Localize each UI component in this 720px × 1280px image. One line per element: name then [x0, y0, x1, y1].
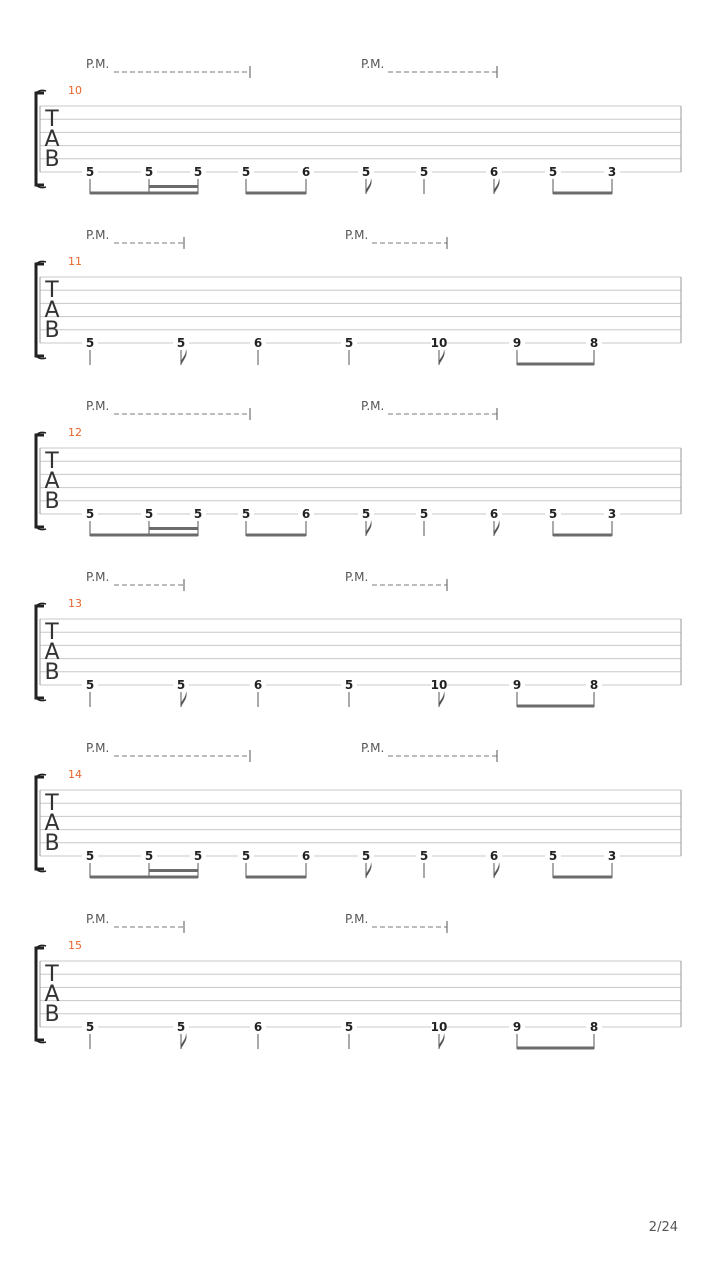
fret-number: 3: [607, 165, 617, 179]
tab-letter: A: [44, 469, 60, 494]
note-beam: [517, 705, 594, 708]
fret-number: 5: [548, 849, 558, 863]
tab-letter: T: [45, 962, 59, 987]
note-beam: [90, 876, 198, 879]
tab-system: [36, 912, 681, 1050]
fret-number: 5: [85, 1020, 95, 1034]
fret-number: 6: [489, 165, 499, 179]
note-beam: [246, 534, 306, 537]
eighth-flag: [494, 862, 500, 878]
note-beam: [246, 192, 306, 195]
fret-number: 6: [253, 336, 263, 350]
tab-letter: B: [44, 1002, 60, 1027]
measure-number: 14: [68, 768, 82, 781]
tab-letter: B: [44, 318, 60, 343]
fret-number: 8: [589, 1020, 599, 1034]
tab-letter: T: [45, 620, 59, 645]
palm-mute-label: P.M.: [361, 57, 385, 71]
fret-number: 5: [144, 849, 154, 863]
fret-number: 5: [548, 165, 558, 179]
fret-number: 5: [241, 849, 251, 863]
tab-system: [36, 741, 681, 879]
fret-number: 5: [193, 849, 203, 863]
fret-number: 5: [85, 678, 95, 692]
fret-number: 6: [253, 678, 263, 692]
tab-letter: T: [45, 278, 59, 303]
tab-letter: B: [44, 660, 60, 685]
fret-number: 6: [253, 1020, 263, 1034]
fret-number: 6: [489, 849, 499, 863]
fret-number: 5: [176, 336, 186, 350]
fret-number: 8: [589, 336, 599, 350]
fret-number: 9: [512, 678, 522, 692]
fret-number: 5: [419, 507, 429, 521]
tab-letter: B: [44, 489, 60, 514]
fret-number: 6: [301, 165, 311, 179]
fret-number: 5: [85, 849, 95, 863]
tab-letter: T: [45, 791, 59, 816]
fret-number: 9: [512, 336, 522, 350]
eighth-flag: [181, 691, 187, 707]
tab-letter: A: [44, 982, 60, 1007]
tab-letter: T: [45, 107, 59, 132]
fret-number: 6: [301, 849, 311, 863]
fret-number: 5: [85, 507, 95, 521]
fret-number: 10: [430, 678, 448, 692]
fret-number: 3: [607, 507, 617, 521]
measure-number: 15: [68, 939, 82, 952]
page-number: 2/24: [648, 1220, 678, 1235]
measure-number: 11: [68, 255, 82, 268]
fret-number: 5: [344, 336, 354, 350]
eighth-flag: [494, 178, 500, 194]
fret-number: 5: [344, 678, 354, 692]
eighth-flag: [494, 520, 500, 536]
eighth-flag: [366, 862, 372, 878]
measure-number: 12: [68, 426, 82, 439]
fret-number: 6: [301, 507, 311, 521]
tab-letter: A: [44, 127, 60, 152]
palm-mute-label: P.M.: [345, 912, 369, 926]
fret-number: 3: [607, 849, 617, 863]
eighth-flag: [439, 691, 445, 707]
note-beam: [553, 192, 612, 195]
eighth-flag: [181, 349, 187, 365]
tab-system: [36, 570, 681, 708]
palm-mute-label: P.M.: [86, 57, 110, 71]
note-beam: [90, 534, 198, 537]
palm-mute-label: P.M.: [86, 399, 110, 413]
tab-system: [36, 399, 681, 537]
palm-mute-label: P.M.: [86, 228, 110, 242]
note-beam: [553, 876, 612, 879]
fret-number: 5: [193, 165, 203, 179]
fret-number: 10: [430, 336, 448, 350]
tab-system: [36, 57, 681, 195]
note-beam: [246, 876, 306, 879]
fret-number: 8: [589, 678, 599, 692]
tab-letter: B: [44, 147, 60, 172]
palm-mute-label: P.M.: [86, 912, 110, 926]
note-beam: [517, 363, 594, 366]
palm-mute-label: P.M.: [86, 741, 110, 755]
tab-letter: A: [44, 811, 60, 836]
tab-letter: A: [44, 298, 60, 323]
fret-number: 5: [176, 678, 186, 692]
eighth-flag: [439, 349, 445, 365]
palm-mute-label: P.M.: [361, 399, 385, 413]
tab-letter: T: [45, 449, 59, 474]
fret-number: 5: [193, 507, 203, 521]
palm-mute-label: P.M.: [345, 570, 369, 584]
note-beam: [517, 1047, 594, 1050]
fret-number: 5: [361, 165, 371, 179]
fret-number: 5: [548, 507, 558, 521]
fret-number: 6: [489, 507, 499, 521]
palm-mute-label: P.M.: [86, 570, 110, 584]
fret-number: 5: [361, 507, 371, 521]
note-beam: [90, 192, 198, 195]
fret-number: 5: [85, 165, 95, 179]
note-beam-secondary: [149, 869, 198, 872]
measure-number: 10: [68, 84, 82, 97]
fret-number: 5: [241, 165, 251, 179]
palm-mute-label: P.M.: [345, 228, 369, 242]
measure-number: 13: [68, 597, 82, 610]
fret-number: 5: [85, 336, 95, 350]
eighth-flag: [439, 1033, 445, 1049]
fret-number: 9: [512, 1020, 522, 1034]
fret-number: 5: [419, 849, 429, 863]
note-beam-secondary: [149, 527, 198, 530]
fret-number: 5: [241, 507, 251, 521]
fret-number: 5: [419, 165, 429, 179]
note-beam: [553, 534, 612, 537]
fret-number: 10: [430, 1020, 448, 1034]
fret-number: 5: [144, 165, 154, 179]
tab-system: [36, 228, 681, 366]
fret-number: 5: [144, 507, 154, 521]
fret-number: 5: [344, 1020, 354, 1034]
tab-letter: A: [44, 640, 60, 665]
note-beam-secondary: [149, 185, 198, 188]
palm-mute-label: P.M.: [361, 741, 385, 755]
tab-letter: B: [44, 831, 60, 856]
fret-number: 5: [176, 1020, 186, 1034]
eighth-flag: [366, 178, 372, 194]
eighth-flag: [366, 520, 372, 536]
fret-number: 5: [361, 849, 371, 863]
eighth-flag: [181, 1033, 187, 1049]
